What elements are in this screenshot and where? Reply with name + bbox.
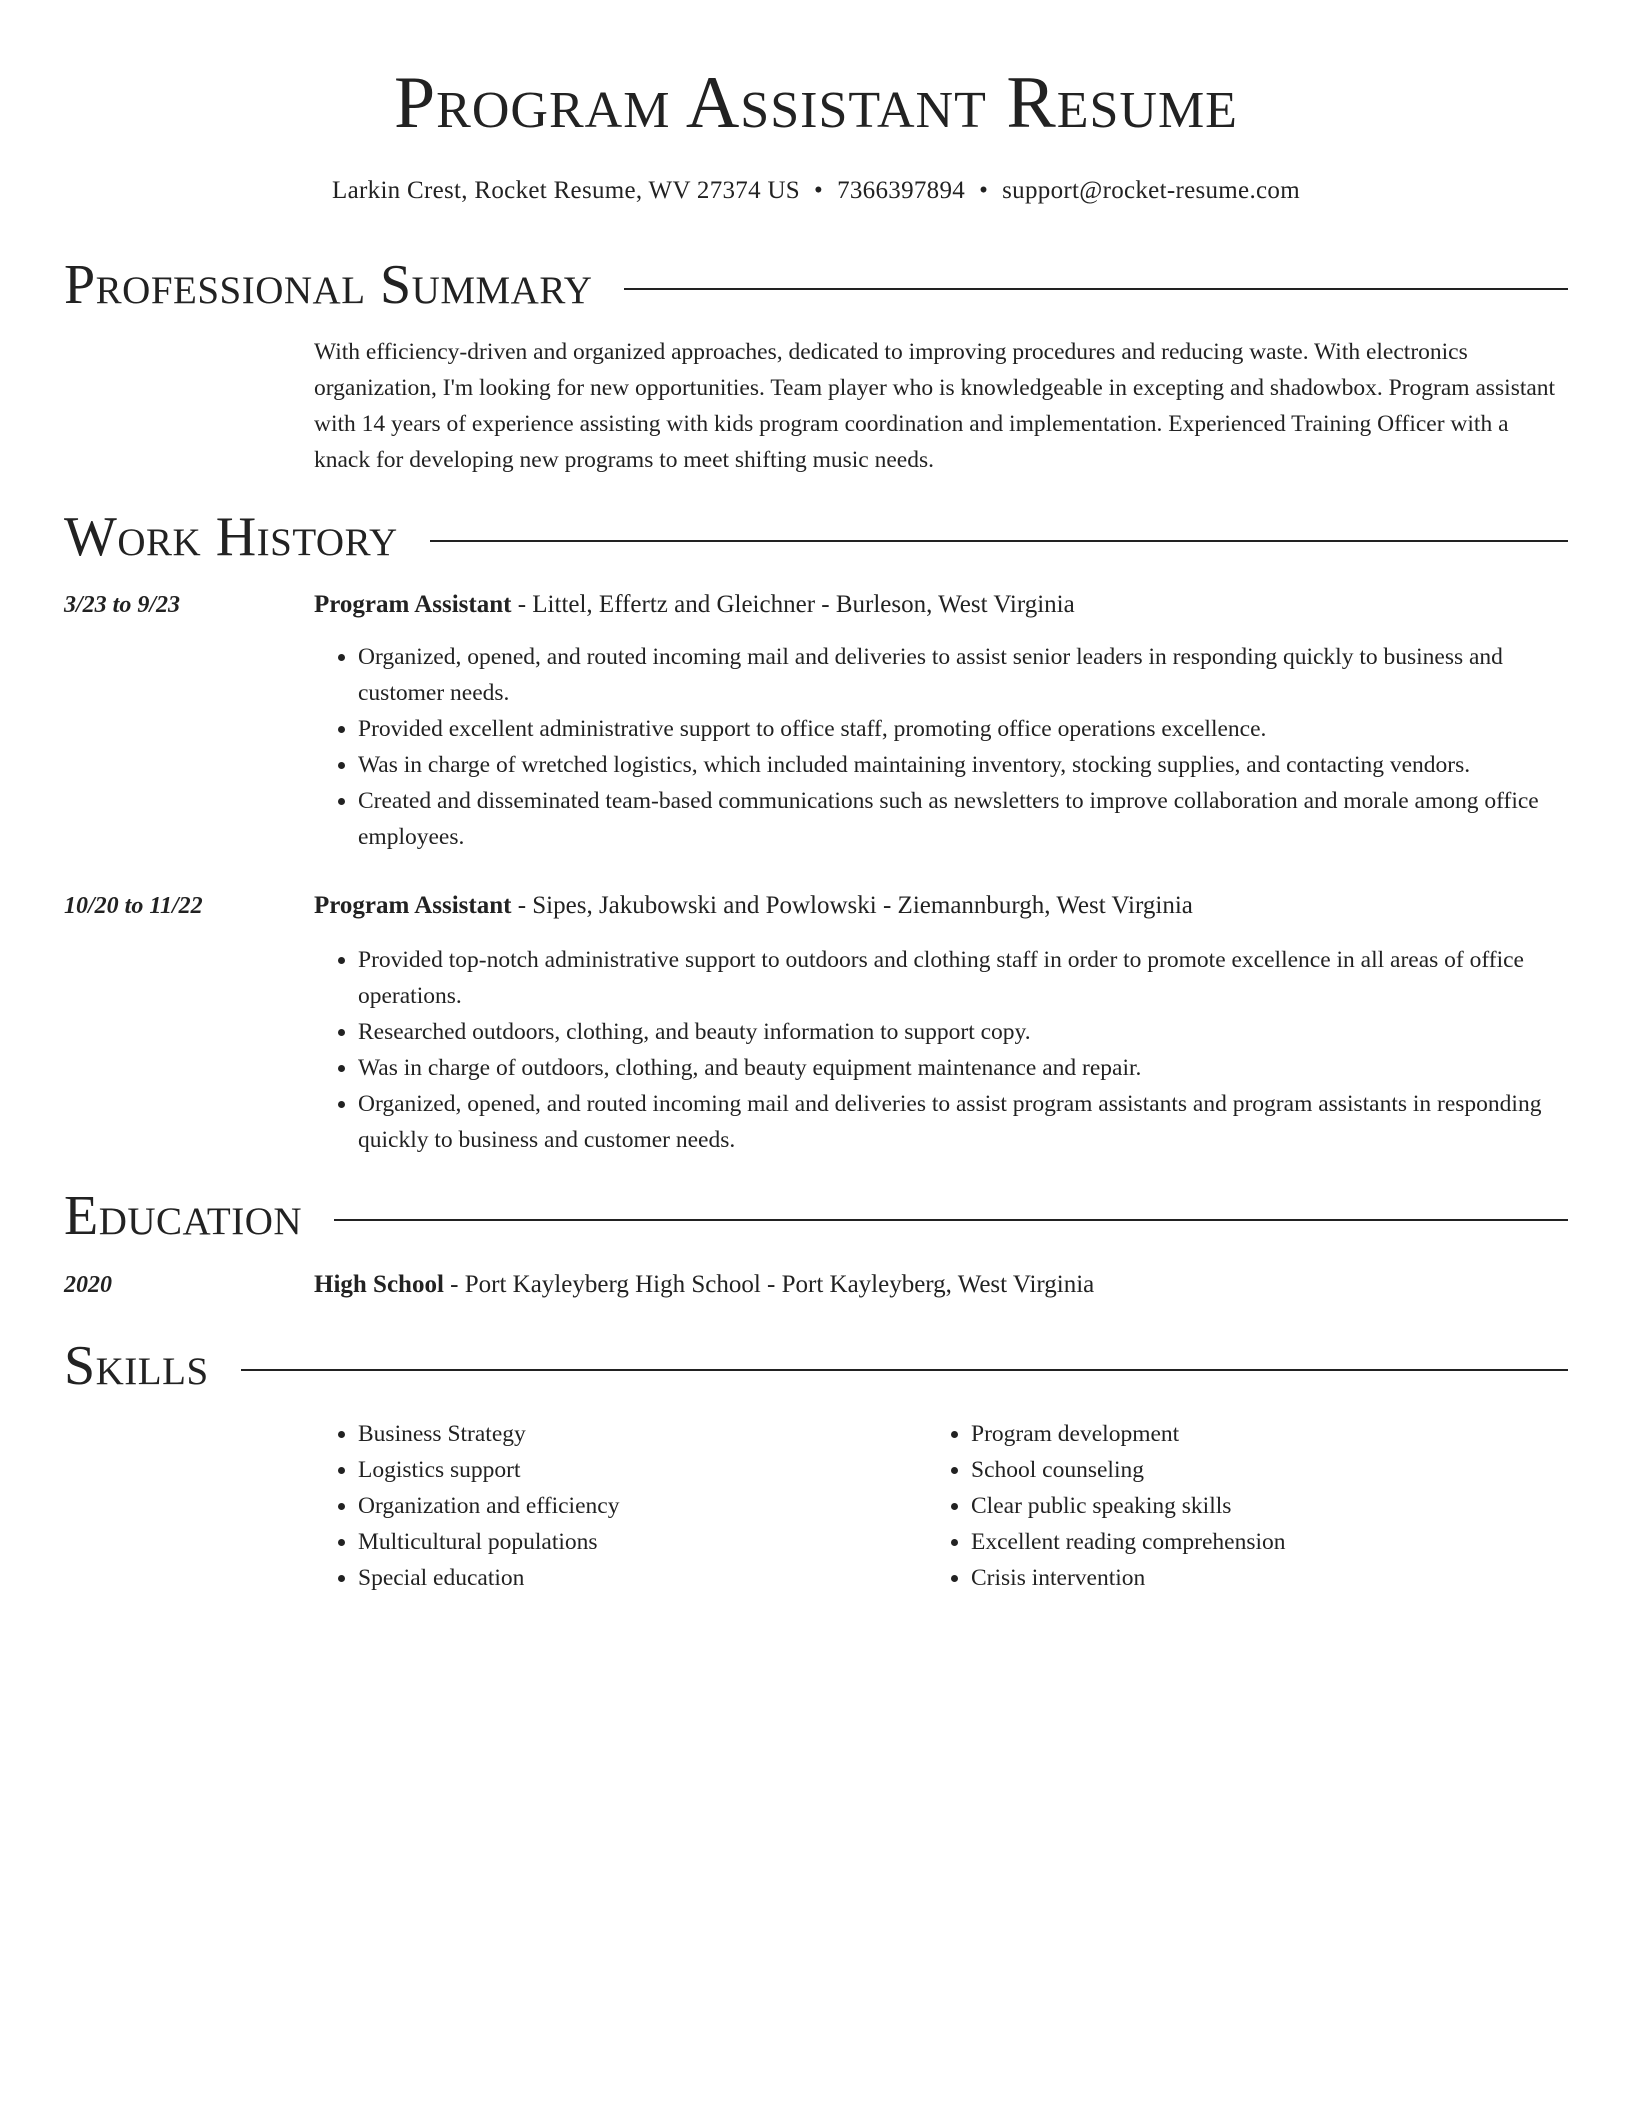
skill-item: • School counseling [971,1452,1527,1488]
list-item: • Was in charge of wretched logistics, which included maintaining inventory, stocking supplies, and contacting vendors. [358,747,1570,783]
education-details: - Port Kayleyberg High School - Port Kayleyberg, West Virginia [443,1271,1095,1298]
list-item: • Was in charge of outdoors, clothing, and beauty equipment maintenance and repair. [358,1050,1570,1086]
skills-list-left [314,1416,914,1596]
contact-line [0,174,1632,208]
page-title: Program Assistant Resume [394,62,1238,144]
education-heading: Education [64,1185,303,1247]
skill-item: • Multicultural populations [358,1524,914,1560]
education-section-header [64,1181,1568,1251]
skills-heading: Skills [64,1335,209,1397]
skill-item: • Crisis intervention [971,1560,1527,1596]
separator-dot: • [979,177,989,204]
list-item: • Organized, opened, and routed incoming mail and deliveries to assist program assistants and program assistants in responding quickly to business and customer needs. [358,1086,1570,1158]
job-bullets [314,639,1570,855]
skill-item: • Program development [971,1416,1527,1452]
job-dates: 3/23 to 9/23 [64,592,181,618]
job-title [314,587,1570,623]
job-dates: 10/20 to 11/22 [64,893,203,919]
email: support@rocket-resume.com [1002,177,1300,204]
list-item: • Provided top-notch administrative support to outdoors and clothing staff in order to promote excellence in all areas of office operations. [358,942,1570,1014]
section-divider [334,1219,1568,1221]
job-role: Program Assistant [314,591,512,618]
skills-section-header [64,1331,1568,1401]
section-divider [430,540,1568,542]
summary-heading: Professional Summary [64,254,593,316]
skill-item: • Business Strategy [358,1416,914,1452]
education-year: 2020 [64,1272,112,1298]
skill-item: • Logistics support [358,1452,914,1488]
separator-dot: • [814,177,824,204]
section-divider [624,288,1568,290]
work-heading: Work History [64,506,398,568]
work-section-header [64,502,1568,572]
job-details: - Sipes, Jakubowski and Powlowski - Ziemannburgh, West Virginia [511,892,1193,919]
job-details: - Littel, Effertz and Gleichner - Burleson, West Virginia [511,591,1075,618]
phone: 7366397894 [837,177,966,204]
list-item: • Provided excellent administrative support to office staff, promoting office operations excellence. [358,711,1570,747]
skill-item: • Special education [358,1560,914,1596]
summary-text: With efficiency-driven and organized approaches, dedicated to improving procedures and reducing waste. With electronics organization, I'm looking for new opportunities. Team player who is knowledgeable in excepting and shadowbox. Program assistant with 14 years of experience assisting with kids program coordination and implementation. Experienced Training Officer with a knack for developing new programs to meet shifting music needs. [314,339,1556,473]
education-entry [314,1267,1570,1303]
job-bullets [314,942,1570,1158]
list-item: • Researched outdoors, clothing, and beauty information to support copy. [358,1014,1570,1050]
skill-item: • Clear public speaking skills [971,1488,1527,1524]
job-title [314,888,1570,924]
address: Larkin Crest, Rocket Resume, WV 27374 US [332,177,801,204]
skill-item: • Organization and efficiency [358,1488,914,1524]
list-item: • Created and disseminated team-based communications such as newsletters to improve collaboration and morale among office employees. [358,783,1570,855]
skills-list-right [927,1416,1527,1596]
job-role: Program Assistant [314,892,512,919]
list-item: • Organized, opened, and routed incoming mail and deliveries to assist senior leaders in responding quickly to business and customer needs. [358,639,1570,711]
section-divider [241,1369,1568,1371]
summary-section-header [64,250,1568,320]
education-degree: High School [314,1271,444,1298]
skill-item: • Excellent reading comprehension [971,1524,1527,1560]
